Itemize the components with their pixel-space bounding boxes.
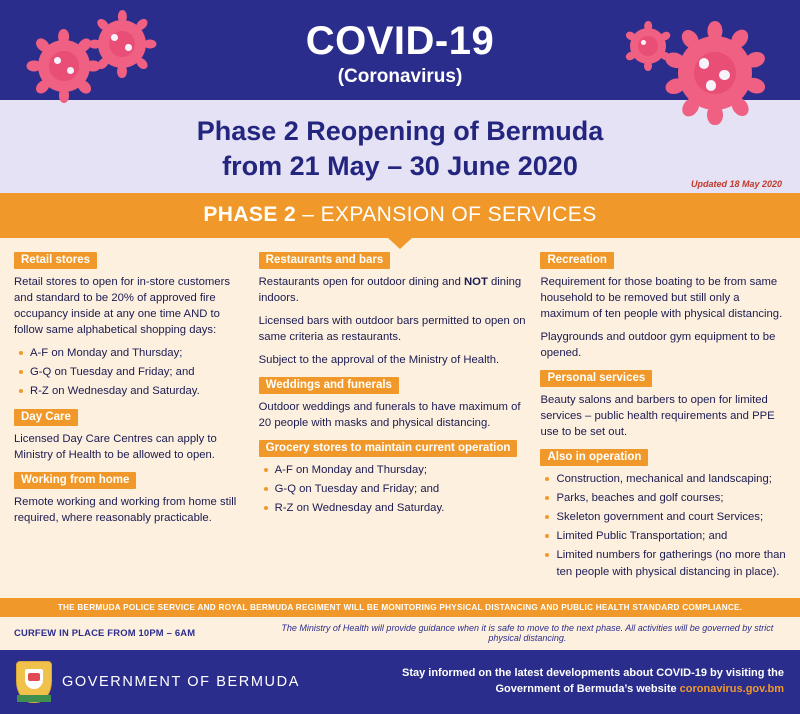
phase-heading-line2: from 21 May – 30 June 2020 xyxy=(222,150,578,181)
compliance-notice: THE BERMUDA POLICE SERVICE AND ROYAL BERMUDA REGIMENT WILL BE MONITORING PHYSICAL DISTANCING AND PUBLIC HEALTH STANDARD COMPLIANCE. xyxy=(0,598,800,617)
phase-heading-line1: Phase 2 Reopening of Bermuda xyxy=(196,116,604,146)
content-columns xyxy=(0,238,800,593)
page-title: COVID-19 xyxy=(305,19,495,63)
restaurants-text-not: NOT xyxy=(464,276,488,289)
banner-arrow xyxy=(388,238,412,249)
list-item: G-Q on Tuesday and Friday; and xyxy=(259,481,527,497)
section-heading-weddings-and-funerals: Weddings and funerals xyxy=(259,377,399,394)
list-item: R-Z on Wednesday and Saturday. xyxy=(259,500,527,516)
restaurants-text-1c: dining indoors. xyxy=(258,276,522,305)
column-one xyxy=(14,250,245,587)
footer-line-2-pre: Government of Bermuda’s website xyxy=(495,682,680,695)
list-item: A-F on Monday and Thursday; xyxy=(259,462,527,478)
column-two xyxy=(259,250,527,587)
curfew-notice: CURFEW IN PLACE FROM 10PM – 6AM xyxy=(14,627,196,639)
coronavirus-website-link[interactable]: coronavirus.gov.bm xyxy=(679,682,784,695)
curfew-row xyxy=(0,617,800,650)
restaurants-text-2: Licensed bars with outdoor bars permitted to open on same criteria as restaurants. xyxy=(258,315,526,344)
section-heading-day-care: Day Care xyxy=(14,409,78,426)
updated-date: Updated 18 May 2020 xyxy=(690,179,782,190)
grocery-bullets xyxy=(259,462,527,516)
government-name: GOVERNMENT OF BERMUDA xyxy=(62,673,300,690)
retail-stores-text: Retail stores to open for in-store customers and standard to be 20% of approved fire occupancy inside at any one time AND to follow same alphabetical shopping days: xyxy=(14,276,230,337)
list-item: Skeleton government and court Services; xyxy=(540,509,786,525)
section-heading-working-from-home: Working from home xyxy=(14,472,136,489)
crest-base xyxy=(17,695,51,702)
list-item: Limited Public Transportation; and xyxy=(540,528,786,544)
restaurants-text-1a: Restaurants open for outdoor dining and xyxy=(258,276,465,289)
crest-shield xyxy=(25,669,43,689)
page-subtitle: (Coronavirus) xyxy=(337,66,463,87)
list-item: G-Q on Tuesday and Friday; and xyxy=(14,364,245,380)
section-heading-retail-stores: Retail stores xyxy=(14,252,97,269)
phase-expansion-rest: – EXPANSION OF SERVICES xyxy=(296,203,597,227)
also-in-operation-bullets xyxy=(540,471,786,579)
phase-expansion-text xyxy=(203,203,596,226)
restaurants-text-1 xyxy=(259,274,527,306)
list-item: Limited numbers for gatherings (no more than ten people with physical distancing in place). xyxy=(540,547,786,579)
section-heading-personal-services: Personal services xyxy=(540,370,652,387)
section-heading-grocery-stores: Grocery stores to maintain current operation xyxy=(259,440,518,457)
list-item: A-F on Monday and Thursday; xyxy=(14,345,245,361)
list-item: R-Z on Wednesday and Saturday. xyxy=(14,383,245,399)
bermuda-crest-icon xyxy=(16,661,52,703)
footer-line-2 xyxy=(402,682,784,698)
guidance-notice: The Ministry of Health will provide guidance when it is safe to move to the next phase. All activities will be governed by strict physical distancing. xyxy=(281,622,774,643)
weddings-text: Outdoor weddings and funerals to have maximum of 20 people with masks and physical distancing. xyxy=(258,401,521,430)
section-heading-recreation: Recreation xyxy=(540,252,613,269)
footer-message xyxy=(402,666,784,698)
phase-expansion-banner xyxy=(0,193,800,238)
restaurants-text-3: Subject to the approval of the Ministry of Health. xyxy=(258,354,500,367)
recreation-text-2: Playgrounds and outdoor gym equipment to be opened. xyxy=(540,331,776,360)
government-block xyxy=(16,661,300,703)
poster-header xyxy=(0,0,800,100)
recreation-text-1: Requirement for those boating to be from same household to be removed but still only a maximum of ten people with physical distancing. xyxy=(540,276,783,321)
personal-services-text: Beauty salons and barbers to open for limited services – public health requirements and PPE use to be set out. xyxy=(540,394,775,439)
list-item: Construction, mechanical and landscaping; xyxy=(540,471,786,487)
retail-stores-bullets xyxy=(14,345,245,399)
day-care-text: Licensed Day Care Centres can apply to Ministry of Health to be allowed to open. xyxy=(14,433,217,462)
list-item: Parks, beaches and golf courses; xyxy=(540,490,786,506)
phase-expansion-strong: PHASE 2 xyxy=(203,203,297,227)
section-heading-restaurants-and-bars: Restaurants and bars xyxy=(259,252,391,269)
phase-band xyxy=(0,100,800,193)
section-heading-also-in-operation: Also in operation xyxy=(540,449,648,466)
poster-footer xyxy=(0,650,800,714)
working-from-home-text: Remote working and working from home still required, where reasonably practicable. xyxy=(14,496,237,525)
footer-line-1: Stay informed on the latest developments about COVID-19 by visiting the xyxy=(401,666,784,679)
column-three xyxy=(540,250,786,587)
